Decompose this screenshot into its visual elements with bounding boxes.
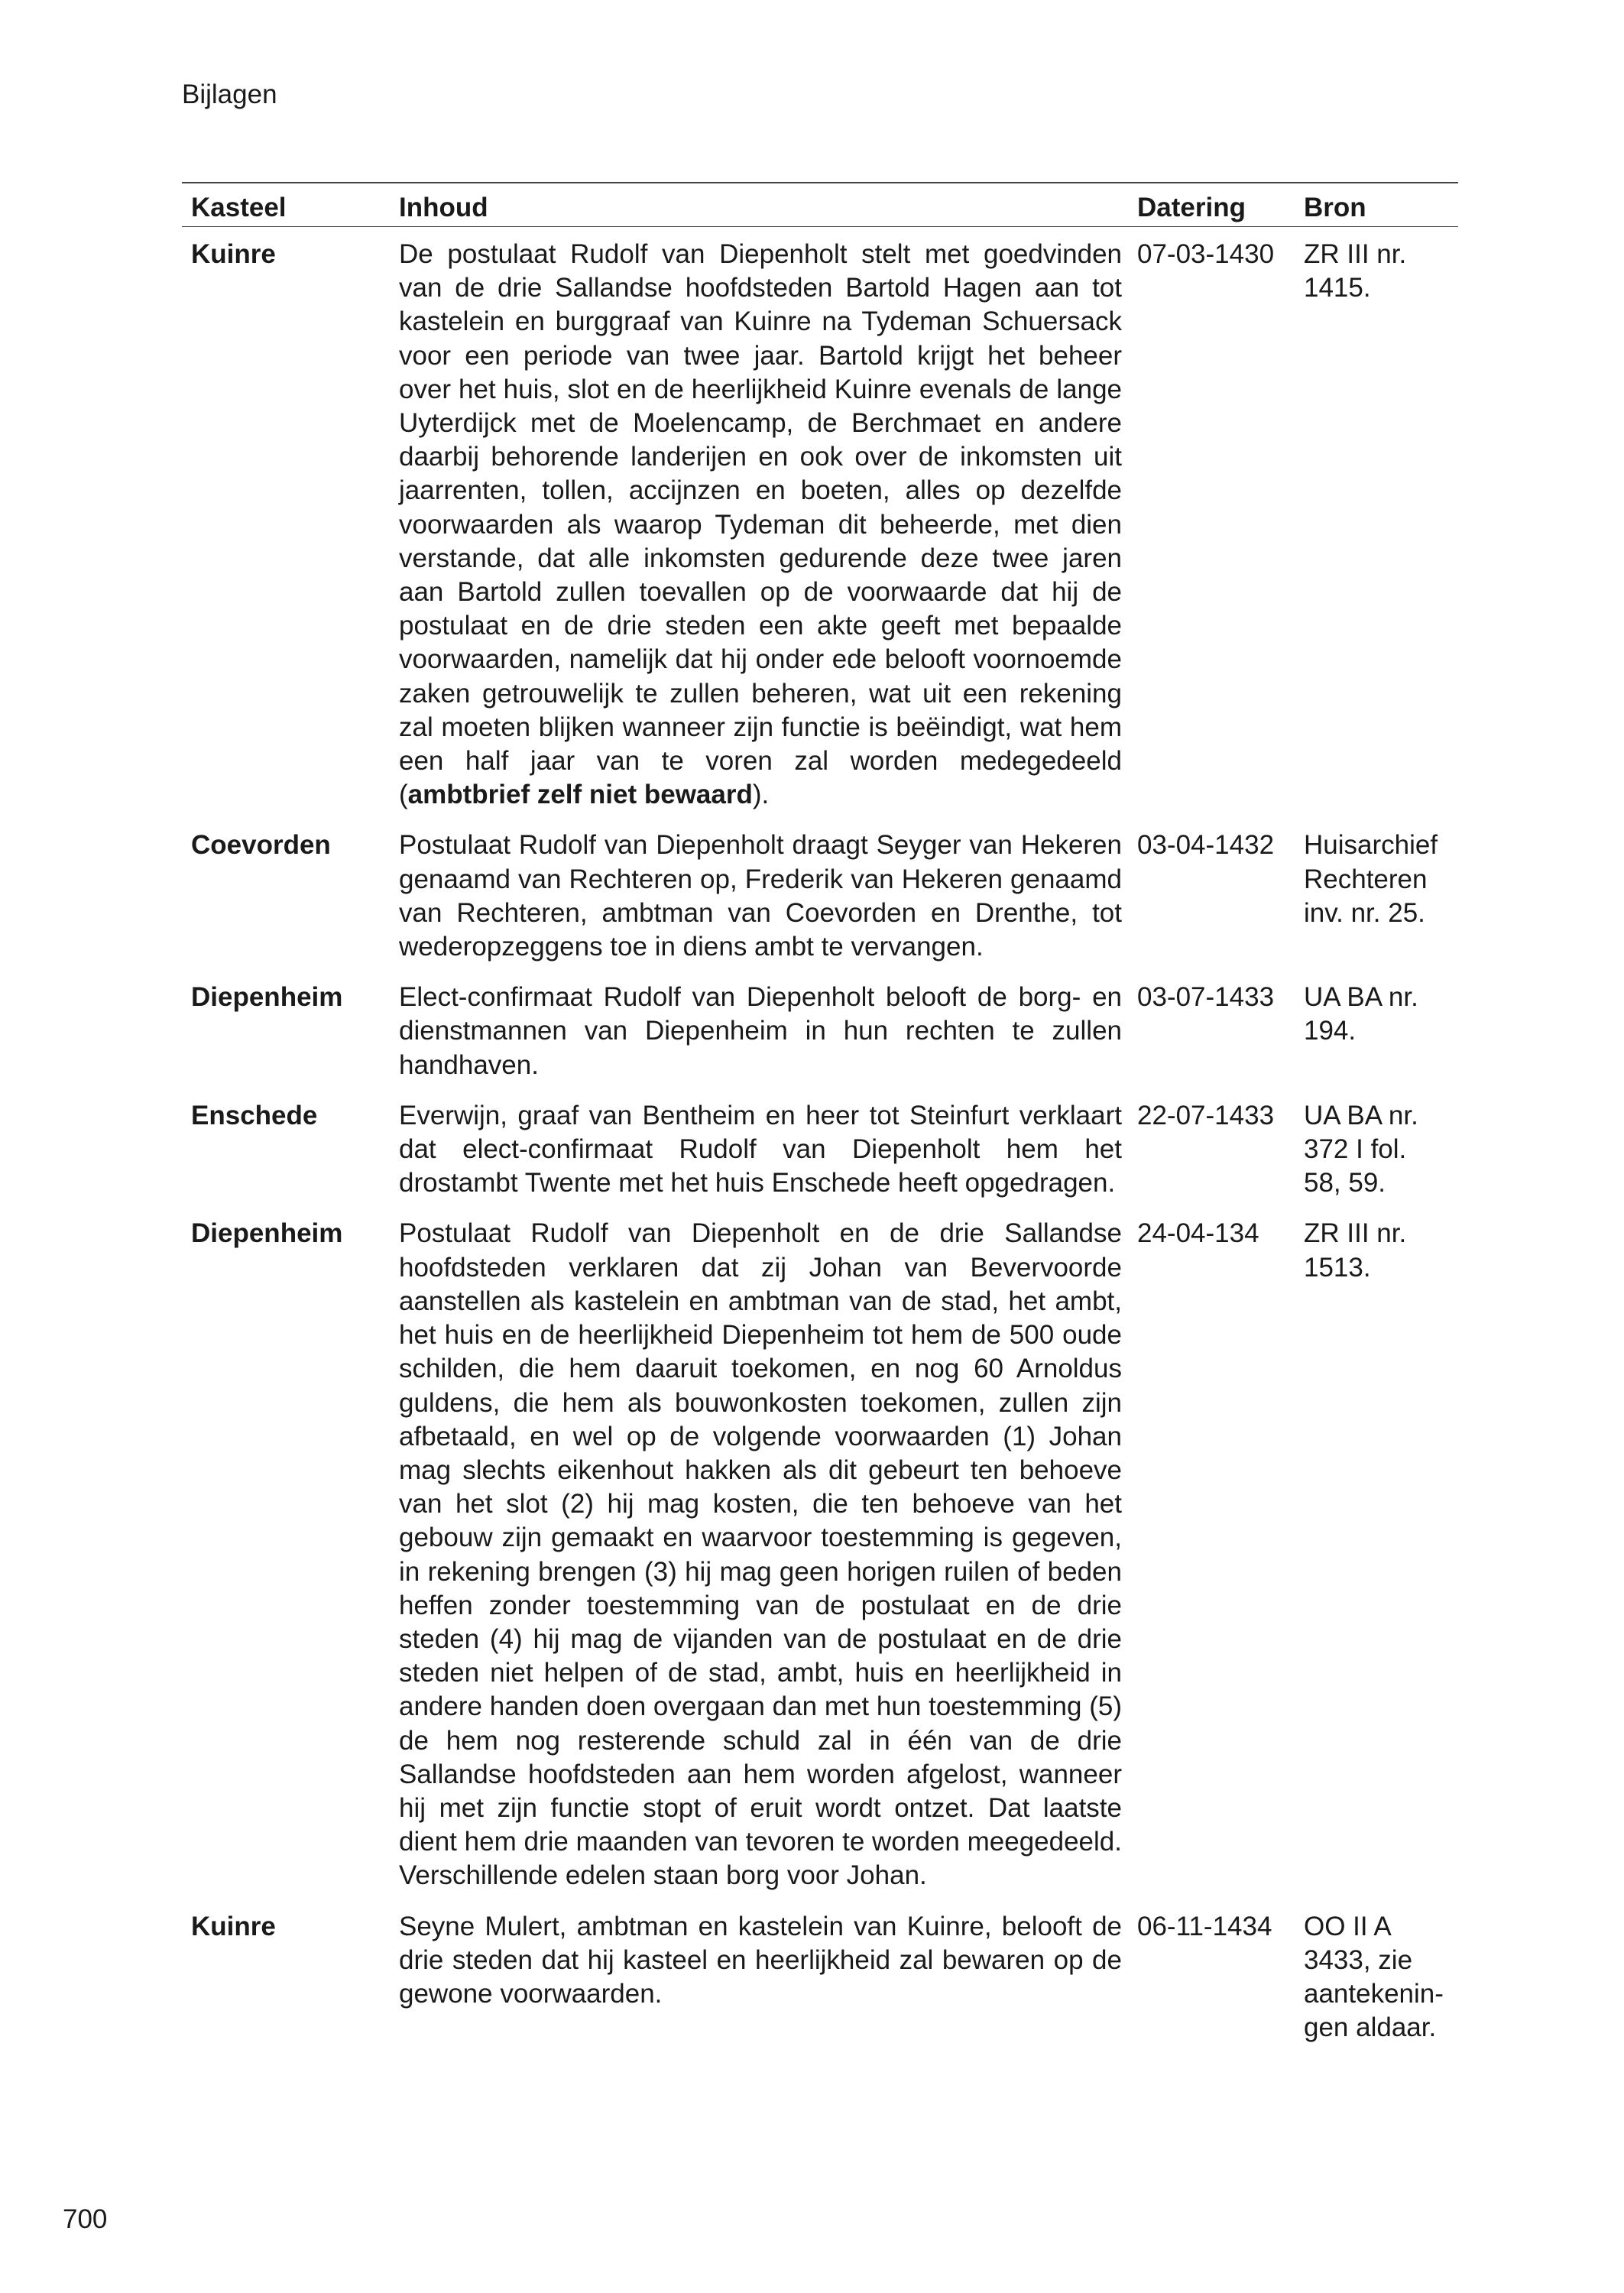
cell-datering: 22-07-1433	[1137, 1100, 1275, 1130]
inhoud-tail: ).	[752, 780, 770, 810]
cell-kasteel: Kuinre	[191, 239, 276, 269]
bron-line: OO II A	[1304, 1911, 1392, 1941]
cell-kasteel: Diepenheim	[191, 1218, 343, 1249]
bron-line: UA BA nr.	[1304, 1100, 1418, 1130]
cell-bron	[1292, 981, 1458, 1099]
cell-inhoud: Postulaat Rudolf van Diepenholt en de drie Sallandse hoofdsteden verklaren dat zij Johan van Bevervoorde aanstellen als kastelein en ambtman van de stad, het ambt, het huis en de heerlijkheid Diepenheim tot hem de 500 oude schilden, die hem daaruit toekomen, en nog 60 Arnoldus guldens, die hem als bouwonkosten toekomen, zullen zijn afbetaald, en wel op de volgende voorwaarden (1) Johan mag slechts eikenhout hakken als dit gebeurt ten behoeve van het slot (2) hij mag kosten, die ten behoeve van het gebouw zijn gemaakt en waarvoor toestemming is gegeven, in rekening brengen (3) hij mag geen horigen ruilen of beden heffen zonder toestemming van de postulaat en de drie steden (4) hij mag de vijanden van de postulaat en de drie steden niet helpen of de stad, ambt, huis en heerlijkheid in andere handen doen overgaan dan met hun toestemming (5) de hem nog resterende schuld zal in één van de drie Sallandse hoofdsteden aan hem worden afgelost, wanneer hij met zijn functie stopt of eruit wordt ontzet. Dat laatste dient hem drie maanden van tevoren te worden meegedeeld. Verschillende edelen staan borg voor Johan.	[399, 1218, 1122, 1891]
page-number: 700	[63, 2204, 108, 2234]
castle-register-table	[182, 182, 1458, 2061]
bron-line: gen aldaar.	[1304, 2012, 1437, 2043]
bron-line: Huisarchief	[1304, 830, 1438, 861]
cell-datering: 07-03-1430	[1137, 239, 1275, 269]
cell-inhoud: Seyne Mulert, ambtman en kastelein van Kuinre, belooft de drie steden dat hij kasteel en heerlijkheid zal bewaren op de gewone voorwaarden.	[399, 1911, 1122, 2009]
bron-line: 58, 59.	[1304, 1168, 1386, 1198]
header-datering: Datering	[1128, 183, 1292, 227]
bron-line: UA BA nr.	[1304, 982, 1418, 1013]
table-row	[182, 1910, 1458, 2062]
table-row	[182, 1099, 1458, 1218]
table-row	[182, 829, 1458, 981]
table-header	[182, 183, 1458, 227]
inhoud-text: De postulaat Rudolf van Diepenholt stelt met goedvinden van de drie Sallandse hoofdsteden Bartold Hagen aan tot kastelein en burggraaf van Kuinre na Tydeman Schuersack voor een periode van twee jaar. Bartold krijgt het beheer over het huis, slot en de heerlijkheid Kuinre evenals de lange Uyterdijck met de Moelencamp, de Berchmaet en andere daarbij behorende landerijen en ook over de inkomsten uit jaarrenten, tollen, accijnzen en boeten, alles op dezelfde voorwaarden als waarop Tydeman dit beheerde, met dien verstande, dat alle inkomsten gedurende deze twee jaren aan Bartold zullen toevallen op de voorwaarde dat hij de postulaat en de drie steden een akte geeft met bepaalde voorwaarden, namelijk dat hij onder ede belooft voornoemde zaken getrouwelijk te zullen beheren, wat uit een rekening zal moeten blijken wanneer zijn functie is beëindigt, wat hem een half jaar van te voren zal worden medegedeeld (	[399, 239, 1122, 810]
bron-line: 3433, zie	[1304, 1944, 1413, 1975]
cell-datering: 03-07-1433	[1137, 982, 1275, 1013]
cell-bron	[1292, 1217, 1458, 1909]
cell-bron	[1292, 1099, 1458, 1218]
table-row	[182, 981, 1458, 1099]
bron-line: inv. nr. 25.	[1304, 897, 1425, 928]
bron-line: 372 I fol.	[1304, 1134, 1407, 1165]
bron-line: ZR III nr.	[1304, 1218, 1407, 1249]
cell-inhoud: Elect-confirmaat Rudolf van Diepenholt belooft de borg- en dienstmannen van Diepenheim in hun rechten te zullen handhaven.	[399, 982, 1122, 1080]
cell-datering: 03-04-1432	[1137, 830, 1275, 861]
header-bron: Bron	[1292, 183, 1458, 227]
cell-bron	[1292, 1910, 1458, 2062]
bron-line: 1415.	[1304, 273, 1371, 303]
bron-line: 1513.	[1304, 1252, 1371, 1283]
cell-inhoud: Postulaat Rudolf van Diepenholt draagt Seyger van Hekeren genaamd van Rechteren op, Frederik van Hekeren genaamd van Rechteren, ambtman van Coevorden en Drenthe, tot wederopzeggens toe in diens ambt te vervangen.	[399, 830, 1122, 962]
cell-kasteel: Enschede	[191, 1100, 318, 1130]
cell-bron	[1292, 227, 1458, 829]
cell-datering: 24-04-134	[1137, 1218, 1259, 1249]
cell-inhoud: Everwijn, graaf van Bentheim en heer tot Steinfurt verklaart dat elect-confirmaat Rudolf van Diepenholt hem het drostambt Twente met het huis Enschede heeft opgedragen.	[399, 1100, 1122, 1198]
table-row	[182, 1217, 1458, 1909]
running-head: Bijlagen	[182, 79, 277, 109]
inhoud-bold-note: ambtbrief zelf niet bewaard	[407, 780, 753, 810]
cell-kasteel: Kuinre	[191, 1911, 276, 1941]
cell-inhoud	[390, 227, 1128, 829]
bron-line: Rechteren	[1304, 864, 1428, 894]
cell-datering: 06-11-1434	[1137, 1911, 1272, 1941]
bron-line: 194.	[1304, 1016, 1357, 1046]
bron-line: aantekenin-	[1304, 1978, 1444, 2009]
table-row	[182, 227, 1458, 829]
bron-line: ZR III nr.	[1304, 239, 1407, 269]
cell-kasteel: Coevorden	[191, 830, 331, 861]
cell-bron	[1292, 829, 1458, 981]
header-kasteel: Kasteel	[182, 183, 390, 227]
header-inhoud: Inhoud	[390, 183, 1128, 227]
cell-kasteel: Diepenheim	[191, 982, 343, 1013]
